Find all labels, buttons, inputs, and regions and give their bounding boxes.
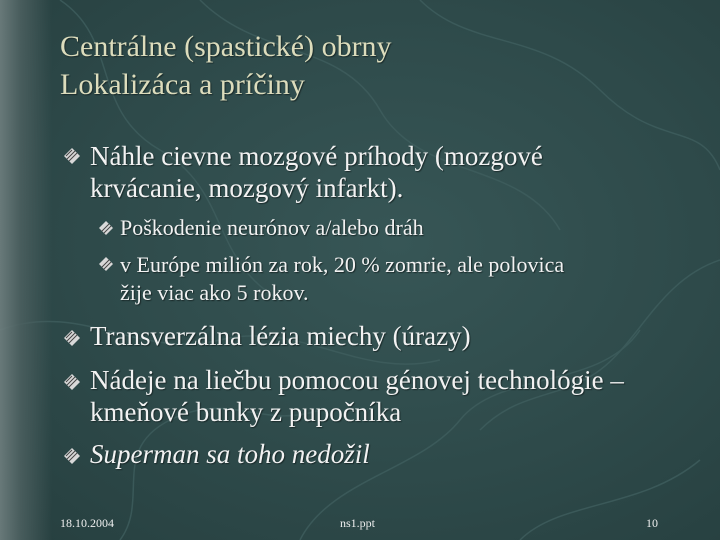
footer-date: 18.10.2004	[60, 516, 114, 530]
title-line-1: Centrálne (spastické) obrny	[60, 30, 392, 63]
small-striped-diamond-icon	[98, 256, 114, 272]
striped-diamond-icon	[62, 328, 82, 348]
left-decorative-strip	[0, 0, 52, 540]
slide-title	[60, 28, 680, 104]
small-striped-diamond-icon	[98, 220, 114, 236]
title-line-2: Lokalizáca a príčiny	[60, 68, 305, 101]
striped-diamond-icon	[62, 146, 82, 166]
footer-page-number: 10	[646, 516, 658, 530]
bullet-genova-technologia: Nádeje na liečbu pomocou génovej technológie – kmeňové bunky z pupočníka	[90, 365, 624, 427]
bullet-superman: Superman sa toho nedožil	[90, 439, 370, 469]
bullet-transverzalna-lezia: Transverzálna lézia miechy (úrazy)	[90, 321, 471, 351]
striped-diamond-icon	[62, 446, 82, 466]
striped-diamond-icon	[62, 372, 82, 392]
bullet-cievne-prihody: Náhle cievne mozgové príhody (mozgové krvácanie, mozgový infarkt).	[90, 141, 543, 203]
footer-filename: ns1.ppt	[340, 516, 376, 530]
sub-bullet-statistika: v Európe milión za rok, 20 % zomrie, ale polovica žije viac ako 5 rokov.	[120, 252, 565, 305]
sub-bullet-poskodenie: Poškodenie neurónov a/alebo dráh	[120, 215, 424, 240]
